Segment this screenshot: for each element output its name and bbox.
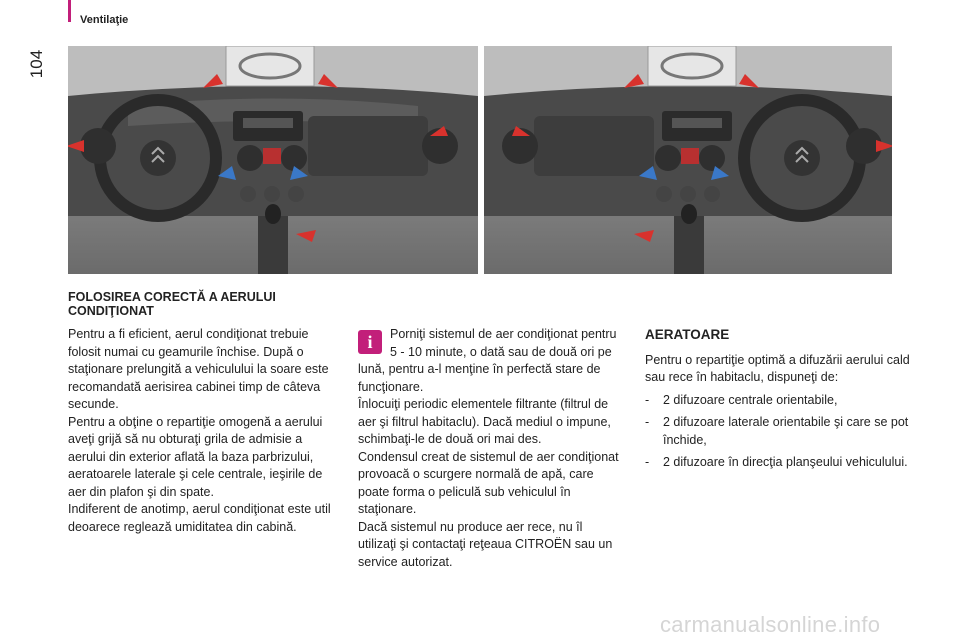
page-number: 104 [27,49,46,79]
section-title: Ventilaţie [80,14,129,26]
paragraph: Porniţi sistemul de aer condiţionat pentru 5 - 10 minute, o dată sau de două ori pe lună, pentru a-l menţine în perfectă stare de funcţionare. [358,327,617,394]
paragraph: Dacă sistemul nu produce aer rece, nu îl utilizaţi şi contactaţi reţeaua CITROËN sau un service autorizat. [358,519,613,569]
paragraph: Condensul creat de sistemul de aer condiţionat provoacă o scurgere normală de apă, care poate forma o peliculă sub vehiculul în staţionare. [358,449,619,516]
text-column-3 [645,326,915,472]
text-column-1 [68,326,336,536]
list-item: - 2 difuzoare centrale orientabile, [645,392,838,407]
paragraph: Pentru a fi eficient, aerul condiţionat trebuie folosit numai cu geamurile închise. După o staţionare prelungită a vehiculului la soare este recomandată aerisirea cabinei timp de câteva secunde. [68,327,329,411]
paragraph: Pentru o repartiţie optimă a difuzării aerului cald sau rece în habitaclu, dispuneţi de: [645,352,910,384]
info-icon: i [358,330,382,354]
text-column-2 [358,326,620,571]
section-accent-bar [68,0,71,22]
paragraph: Indiferent de anotimp, aerul condiţionat este util deoarece reglează umiditatea din cabină. [68,502,331,534]
list-item: - 2 difuzoare în direcţia planşeului vehiculului. [645,455,908,469]
paragraph: Înlocuiţi periodic elementele filtrante (filtrul de aer şi filtrul habitaclu). Dacă mediul o impune, schimbaţi-le de două ori mai des. [358,397,611,446]
watermark: carmanualsonline.info [660,612,881,637]
list-item: - 2 difuzoare laterale orientabile şi care se pot închide, [645,415,909,447]
dashboard-illustration-rhd [484,46,892,274]
heading-vents: AERATOARE [645,327,730,342]
heading-ac-usage: FOLOSIREA CORECTĂ A AERULUI CONDIŢIONAT [68,290,276,318]
paragraph: Pentru a obţine o repartiţie omogenă a aerului aveţi grijă să nu obturaţi grila de admisie a aerului din exterior aflată la baza parbrizului, aeratoarele laterale şi cele centrale, ieşirile de aer din plafon şi din spate. [68,414,323,499]
dashboard-illustration-lhd [68,46,478,274]
